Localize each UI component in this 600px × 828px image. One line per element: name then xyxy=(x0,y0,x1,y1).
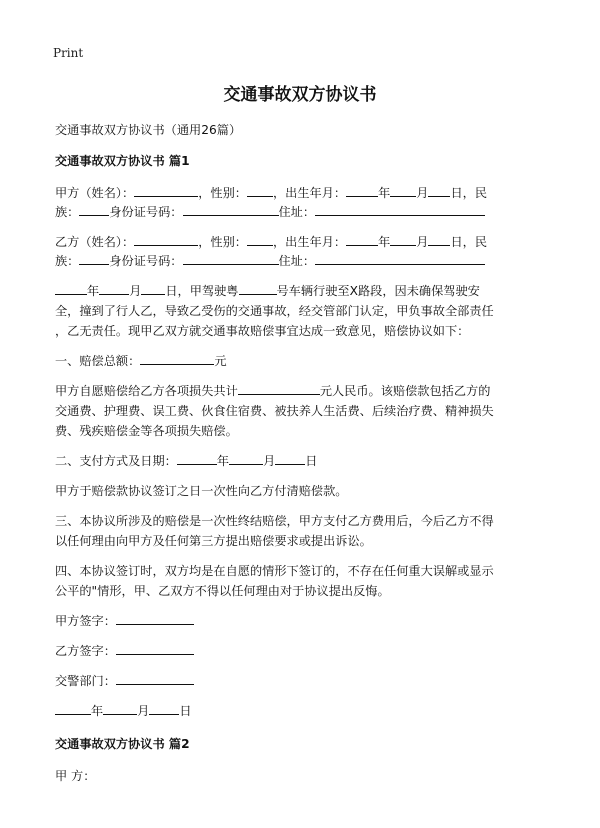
party-b-name-label: 乙方（姓名）： xyxy=(55,235,135,249)
payment-day-label: 日 xyxy=(305,454,318,468)
sign-year-blank xyxy=(55,702,91,715)
party-b-birth-day-blank xyxy=(428,233,450,246)
incident-day-blank xyxy=(141,282,165,295)
party-b-day-nation-label: 日，民 xyxy=(450,235,488,249)
section-heading-1: 交通事故双方协议书 篇1 xyxy=(55,154,190,168)
party-a-name-blank xyxy=(134,184,198,197)
sign-month-blank xyxy=(103,702,137,715)
incident-day-text: 日，甲驾驶粤 xyxy=(165,284,239,298)
payment-year-blank xyxy=(177,452,217,465)
party-a-line-2 xyxy=(55,203,485,220)
party-a-id-blank xyxy=(183,203,279,216)
party-a-signature-label: 甲方签字： xyxy=(55,614,116,628)
party-b-gender-label: ，性别： xyxy=(198,235,247,249)
clause-4-line-1: 四、本协议签订时，双方均是在自愿的情形下签订的，不存在任何重大误解或显示 xyxy=(55,564,494,578)
party-b-address-label: 住址： xyxy=(278,254,316,268)
sign-year-label: 年 xyxy=(91,704,104,718)
party-a-year-label: 年 xyxy=(378,186,391,200)
party-b-signature-label: 乙方签字： xyxy=(55,644,116,658)
section-2-party-a: 甲 方： xyxy=(55,769,96,783)
police-signature-blank xyxy=(116,672,194,685)
payment-day-blank xyxy=(275,452,305,465)
sign-day-blank xyxy=(149,702,179,715)
print-link[interactable]: Print xyxy=(53,46,84,60)
payment-date-line xyxy=(55,452,317,469)
payment-month-label: 月 xyxy=(263,454,276,468)
clause-4-line-2: 公平的"情形，甲、乙双方不得以任何理由对于协议提出反悔。 xyxy=(55,584,390,598)
party-a-nation-label: 族： xyxy=(55,205,80,219)
party-a-line-1 xyxy=(55,184,487,201)
party-b-line-2 xyxy=(55,252,485,269)
incident-rest-text: 号车辆行驶至X路段，因未确保驾驶安 xyxy=(276,284,480,298)
sign-month-label: 月 xyxy=(137,704,150,718)
compensation-para-line-3: 费、残疾赔偿金等各项损失赔偿。 xyxy=(55,424,238,438)
party-a-birth-label: ，出生年月： xyxy=(272,186,347,200)
police-signature-label: 交警部门： xyxy=(55,674,116,688)
payment-paragraph: 甲方于赔偿款协议签订之日一次性向乙方付清赔偿款。 xyxy=(55,484,348,498)
incident-year-blank xyxy=(55,282,87,295)
party-a-birth-day-blank xyxy=(428,184,450,197)
clause-3-line-2: 以任何理由向甲方及任何第三方提出赔偿要求或提出诉讼。 xyxy=(55,534,372,548)
party-b-month-label: 月 xyxy=(416,235,429,249)
party-b-address-blank xyxy=(315,252,485,265)
clause-3-line-1: 三、本协议所涉及的赔偿是一次性终结赔偿，甲方支付乙方费用后，今后乙方不得 xyxy=(55,514,494,528)
compensation-para-b: 元人民币。该赔偿款包括乙方的 xyxy=(319,384,491,398)
compensation-total-label: 一、赔偿总额： xyxy=(55,354,141,368)
party-a-birth-month-blank xyxy=(390,184,416,197)
party-a-address-label: 住址： xyxy=(278,205,316,219)
payment-month-blank xyxy=(229,452,263,465)
document-subtitle: 交通事故双方协议书（通用26篇） xyxy=(55,123,242,137)
police-signature-line xyxy=(55,672,194,689)
party-b-nation-label: 族： xyxy=(55,254,80,268)
party-b-id-label: 身份证号码： xyxy=(109,254,183,268)
payment-year-label: 年 xyxy=(216,454,230,468)
incident-month-label: 月 xyxy=(129,284,142,298)
party-a-birth-year-blank xyxy=(346,184,378,197)
party-b-signature-line xyxy=(55,642,194,659)
party-b-name-blank xyxy=(134,233,198,246)
sign-date-line xyxy=(55,702,192,719)
party-a-month-label: 月 xyxy=(416,186,429,200)
party-a-nation-blank xyxy=(79,203,109,216)
party-a-id-label: 身份证号码： xyxy=(109,205,183,219)
party-a-signature-blank xyxy=(116,612,194,625)
compensation-amount-blank xyxy=(238,382,320,395)
document-title: 交通事故双方协议书 xyxy=(223,85,377,105)
party-b-gender-blank xyxy=(247,233,273,246)
compensation-unit: 元 xyxy=(214,354,227,368)
party-b-id-blank xyxy=(183,252,279,265)
compensation-para-line-2: 交通费、护理费、误工费、伙食住宿费、被扶养人生活费、后续治疗费、精神损失 xyxy=(55,404,494,418)
party-b-nation-blank xyxy=(79,252,109,265)
party-a-day-nation-label: 日，民 xyxy=(450,186,488,200)
party-b-year-label: 年 xyxy=(378,235,391,249)
compensation-total-line xyxy=(55,352,227,369)
section-heading-2: 交通事故双方协议书 篇2 xyxy=(55,737,190,751)
compensation-para-a: 甲方自愿赔偿给乙方各项损失共计 xyxy=(55,384,238,398)
compensation-total-blank xyxy=(140,352,214,365)
party-b-birth-year-blank xyxy=(346,233,378,246)
compensation-para-line-1 xyxy=(55,382,490,399)
sign-day-label: 日 xyxy=(179,704,192,718)
incident-month-blank xyxy=(99,282,129,295)
party-a-address-blank xyxy=(315,203,485,216)
incident-line-3: ，乙无责任。现甲乙双方就交通事故赔偿事宜达成一致意见，赔偿协议如下： xyxy=(55,324,470,338)
payment-label: 二、支付方式及日期： xyxy=(55,454,177,468)
incident-line-1 xyxy=(55,282,480,299)
party-b-line-1 xyxy=(55,233,487,250)
party-b-signature-blank xyxy=(116,642,194,655)
party-a-gender-blank xyxy=(247,184,273,197)
party-a-signature-line xyxy=(55,612,194,629)
incident-line-2: 全，撞到了行人乙，导致乙受伤的交通事故，经交管部门认定，甲负事故全部责任 xyxy=(55,304,494,318)
party-b-birth-label: ，出生年月： xyxy=(272,235,347,249)
plate-number-blank xyxy=(239,282,277,295)
party-a-gender-label: ，性别： xyxy=(198,186,247,200)
incident-year-label: 年 xyxy=(87,284,100,298)
party-b-birth-month-blank xyxy=(390,233,416,246)
party-a-name-label: 甲方（姓名）： xyxy=(55,186,135,200)
